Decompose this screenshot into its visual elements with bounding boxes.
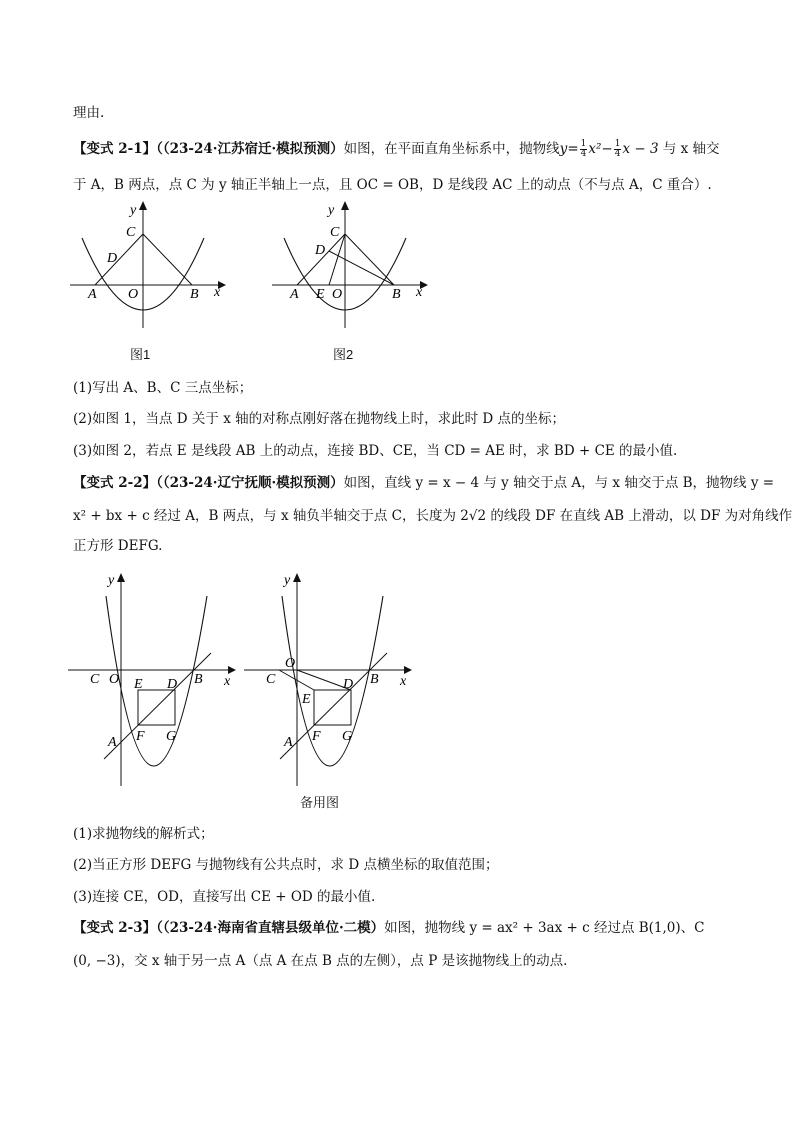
fig1-label-a: A [88, 287, 97, 302]
figure-2-caption: 图2 [333, 347, 354, 362]
problem-2-2-line-3: 正方形 DEFG. [73, 538, 163, 554]
figure-3 [68, 566, 243, 791]
fig2-label-c: C [330, 225, 340, 240]
equation-equals: = [567, 141, 579, 157]
fig3-label-c: C [90, 672, 100, 687]
problem-2-1-question-1: (1)写出 A、B、C 三点坐标； [73, 380, 253, 396]
problem-2-1-question-2: (2)如图 1，当点 D 关于 x 轴的对称点刚好落在抛物线上时，求此时 D 点的坐标； [73, 411, 566, 427]
fig1-label-o: O [128, 287, 139, 302]
fraction-2: $\frac{1}{4}$ [614, 139, 621, 159]
problem-2-3-line-1 [73, 918, 705, 938]
fig1-label-y: y [130, 203, 137, 218]
fig2-label-e: E [316, 287, 325, 302]
fig2-label-y: y [328, 203, 335, 218]
problem-2-3-tag: 【变式 2-3】 [73, 920, 157, 936]
equation-rest: x − 3 [622, 141, 659, 157]
equation-x2: x² [588, 141, 602, 157]
fig4-label-d: D [343, 677, 354, 692]
fig2-label-o: O [332, 287, 343, 302]
problem-2-2-source: （（23-24·辽宁抚顺·模拟预测） [156, 475, 344, 491]
fig4-label-b: B [370, 672, 379, 687]
figure-4 [244, 566, 419, 791]
problem-2-3-source: （（23-24·海南省直辖县级单位·二模） [156, 920, 385, 936]
fig1-label-c: C [126, 225, 136, 240]
figure-1 [70, 198, 230, 338]
problem-2-1-line-1 [73, 139, 720, 159]
equation-minus: − [601, 141, 613, 157]
fig3-label-x: x [224, 674, 231, 689]
problem-2-2-question-3: (3)连接 CE，OD，直接写出 CE + OD 的最小值. [73, 889, 376, 905]
fig3-label-o: O [109, 672, 120, 687]
fig3-label-f: F [136, 729, 145, 744]
fig2-label-a: A [290, 287, 299, 302]
fig3-label-a: A [108, 735, 117, 750]
fig4-label-a: A [284, 735, 293, 750]
fig3-label-g: G [166, 729, 177, 744]
figure-2 [272, 198, 432, 338]
fig2-label-x: x [416, 285, 423, 300]
problem-2-3-line-2: (0, −3)，交 x 轴于另一点 A（点 A 在点 B 点的左侧），点 P 是该抛物线上的动点. [73, 953, 568, 969]
fig4-label-e: E [302, 692, 311, 707]
problem-2-2-line-1 [73, 473, 774, 493]
fraction-1: $\frac{1}{4}$ [580, 139, 587, 159]
fig4-label-c: C [266, 672, 276, 687]
fig1-label-x: x [214, 285, 221, 300]
fig4-label-x: x [400, 674, 407, 689]
problem-2-2-tag: 【变式 2-2】 [73, 475, 157, 491]
fig3-label-e: E [134, 677, 143, 692]
fig4-label-f: F [312, 729, 321, 744]
figure-1-caption: 图1 [130, 347, 151, 362]
problem-2-1-text-a: 如图，在平面直角坐标系中，抛物线 [343, 141, 560, 157]
fig1-label-d: D [107, 251, 118, 266]
problem-2-1-source: （（23-24·江苏宿迁·模拟预测） [156, 141, 344, 157]
fig3-label-b: B [194, 672, 203, 687]
fig4-label-y: y [284, 573, 291, 588]
equation-y: y [559, 141, 568, 157]
figure-spare-caption: 备用图 [300, 795, 340, 810]
problem-2-1-tag: 【变式 2-1】 [73, 141, 157, 157]
fig2-label-b: B [392, 287, 401, 302]
problem-2-2-question-1: (1)求抛物线的解析式； [73, 826, 214, 842]
problem-2-2-question-2: (2)当正方形 DEFG 与抛物线有公共点时，求 D 点横坐标的取值范围； [73, 857, 499, 873]
problem-2-2-line-2: x² + bx + c 经过 A，B 两点，与 x 轴负半轴交于点 C，长度为 2√2 的线段 DF 在直线 AB 上滑动，以 DF 为对角线作 [73, 508, 793, 524]
fig2-label-d: D [315, 243, 326, 258]
intro-text: 理由. [73, 105, 105, 121]
problem-2-2-text-1: 如图，直线 y = x − 4 与 y 轴交于点 A，与 x 轴交于点 B，抛物线 y = [343, 475, 775, 491]
fig3-label-y: y [108, 573, 115, 588]
fig1-label-b: B [190, 287, 199, 302]
problem-2-3-text-1: 如图，抛物线 y = ax² + 3ax + c 经过点 B(1,0)、C [384, 920, 705, 936]
fig3-label-d: D [167, 677, 178, 692]
fig4-label-o: O [285, 656, 296, 671]
problem-2-1-text-b: 与 x 轴交 [662, 141, 720, 157]
fig4-label-g: G [342, 729, 353, 744]
problem-2-1-line-2: 于 A，B 两点，点 C 为 y 轴正半轴上一点，且 OC = OB，D 是线段 AC 上的动点（不与点 A，C 重合）. [73, 177, 712, 193]
problem-2-1-question-3: (3)如图 2，若点 E 是线段 AB 上的动点，连接 BD、CE，当 CD = AE 时，求 BD + CE 的最小值. [73, 443, 678, 459]
